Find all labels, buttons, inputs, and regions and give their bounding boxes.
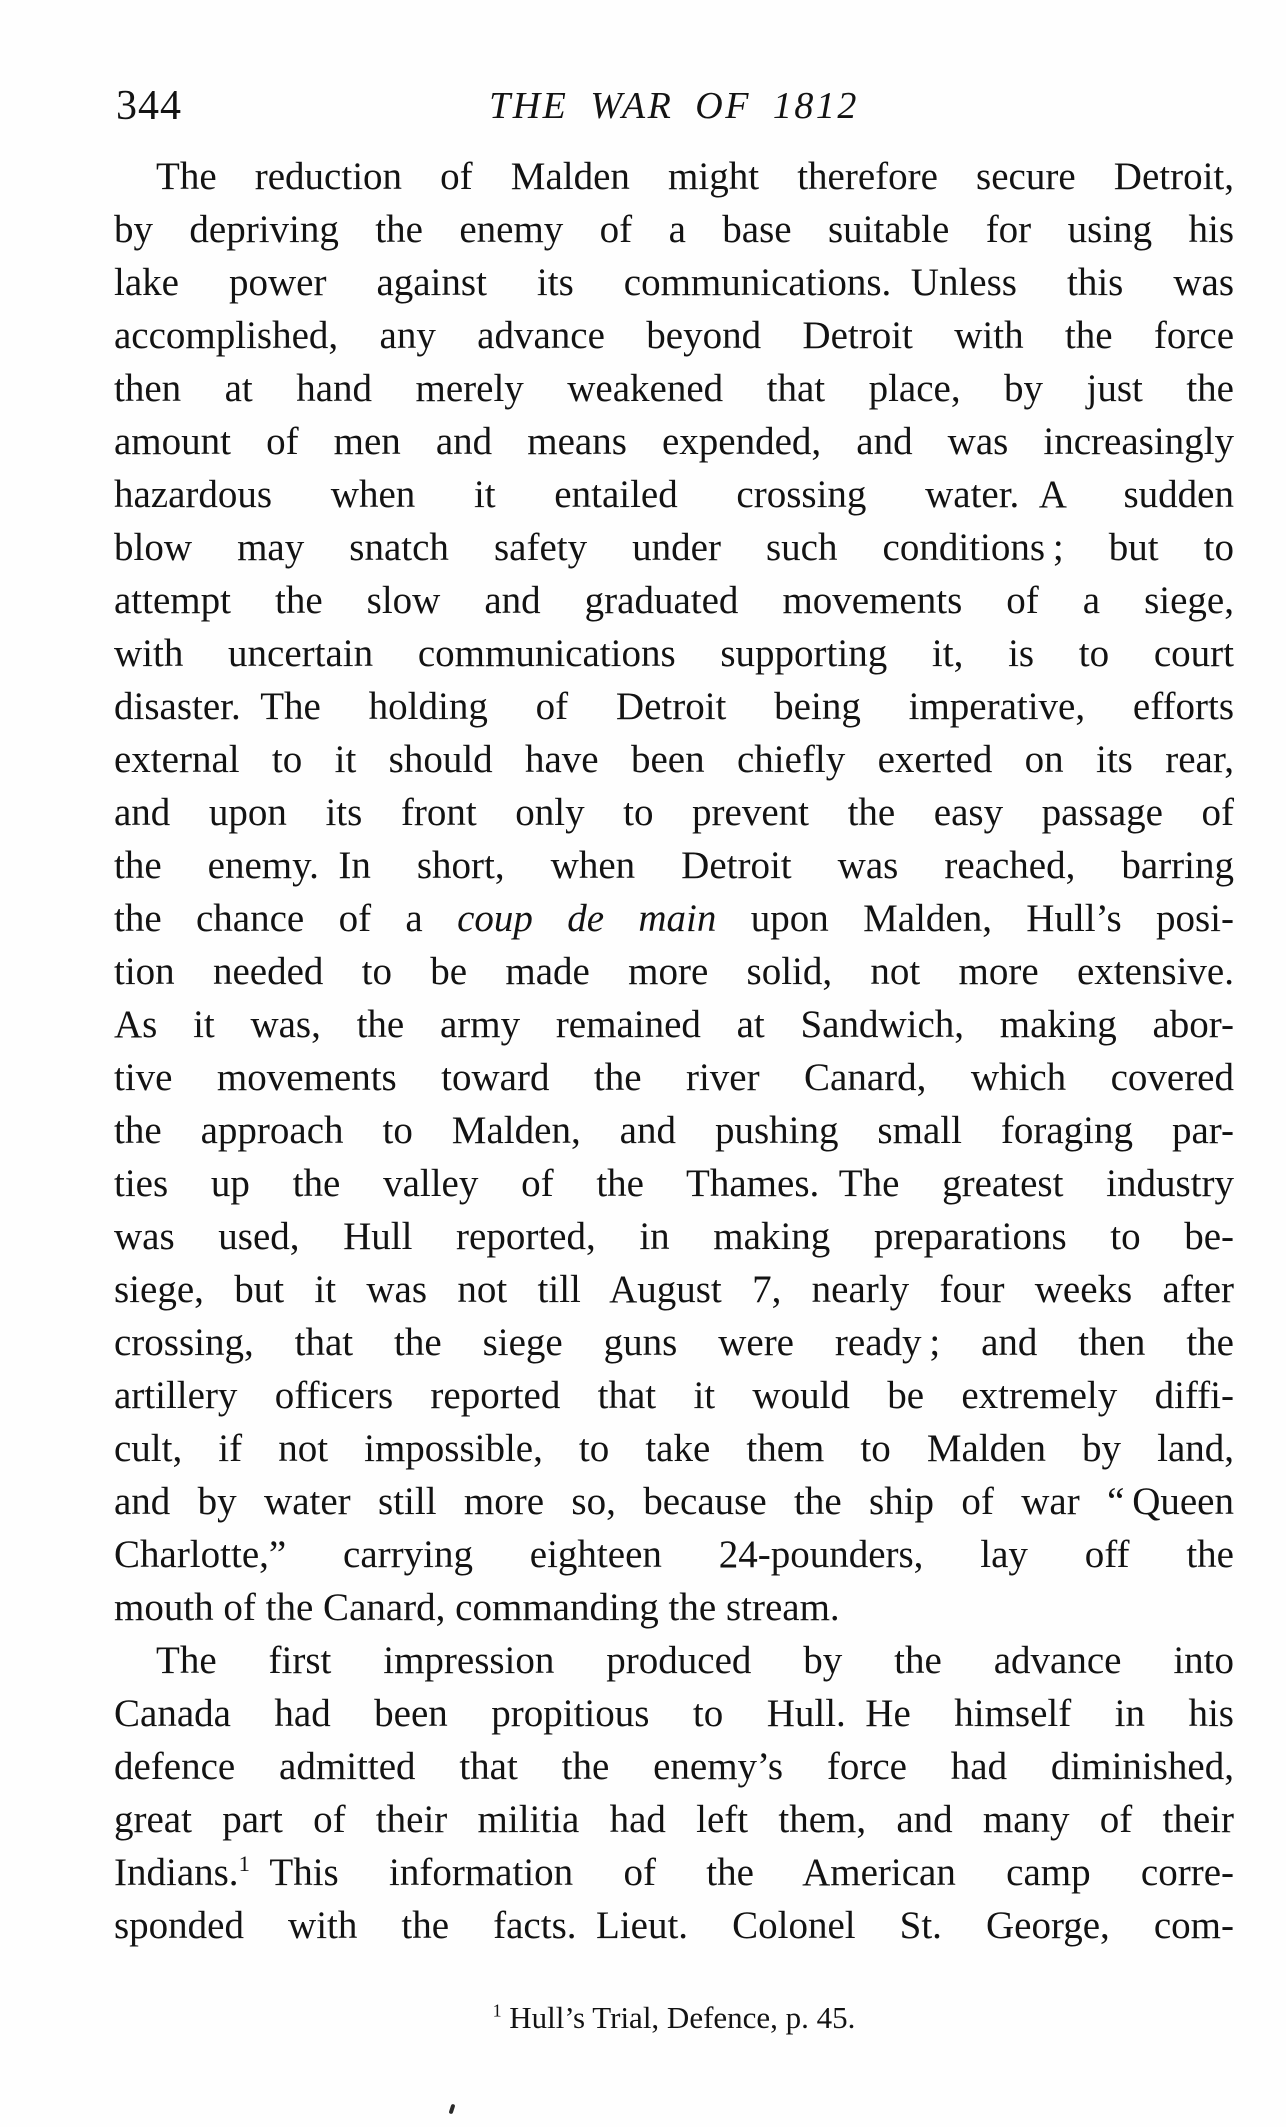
footnote xyxy=(114,1998,1234,2038)
text-line: great part of their militia had left them, and many of their xyxy=(114,1798,1234,1841)
text-line: Indians.$^1$ This information of the American camp corre- xyxy=(114,1851,1234,1894)
text-line: blow may snatch safety under such conditions ; but to xyxy=(114,526,1234,569)
text-line: tive movements toward the river Canard, which covered xyxy=(114,1056,1234,1099)
text-line: lake power against its communications. Unless this was xyxy=(114,261,1234,304)
body-text xyxy=(114,150,1234,1952)
text-line: attempt the slow and graduated movements of a siege, xyxy=(114,579,1234,622)
text-line: then at hand merely weakened that place, by just the xyxy=(114,367,1234,410)
running-head xyxy=(114,84,1234,130)
text-line: defence admitted that the enemy’s force had diminished, xyxy=(114,1745,1234,1788)
text-line: and upon its front only to prevent the easy passage of xyxy=(114,791,1234,834)
footnote-text: Hull’s Trial, Defence, p. 45. xyxy=(501,2000,856,2035)
text-line: external to it should have been chiefly exerted on its rear, xyxy=(114,738,1234,781)
text-line: amount of men and means expended, and was increasingly xyxy=(114,420,1234,463)
text-line: and by water still more so, because the ship of war “ Queen xyxy=(114,1480,1234,1523)
text-line: the approach to Malden, and pushing small foraging par- xyxy=(114,1109,1234,1152)
text-line: disaster. The holding of Detroit being imperative, efforts xyxy=(114,685,1234,728)
text-line: the chance of a coup de main upon Malden, Hull’s posi- xyxy=(114,897,1234,940)
text-line: The first impression produced by the advance into xyxy=(156,1639,1234,1682)
text-line: Charlotte,” carrying eighteen 24-pounders, lay off the xyxy=(114,1533,1234,1576)
text-line: the enemy. In short, when Detroit was reached, barring xyxy=(114,844,1234,887)
text-line: siege, but it was not till August 7, nearly four weeks after xyxy=(114,1268,1234,1311)
text-line: crossing, that the siege guns were ready ; and then the xyxy=(114,1321,1234,1364)
text-line: tion needed to be made more solid, not more extensive. xyxy=(114,950,1234,993)
footnote-marker: 1 xyxy=(492,2000,502,2021)
text-line: mouth of the Canard, commanding the stream. xyxy=(114,1586,840,1629)
text-line: ties up the valley of the Thames. The greatest industry xyxy=(114,1162,1234,1205)
ink-speck xyxy=(449,2104,456,2115)
text-line: hazardous when it entailed crossing water. A sudden xyxy=(114,473,1234,516)
text-line: by depriving the enemy of a base suitable for using his xyxy=(114,208,1234,251)
text-line: sponded with the facts. Lieut. Colonel St. George, com- xyxy=(114,1904,1234,1947)
text-line: with uncertain communications supporting it, is to court xyxy=(114,632,1234,675)
text-line: cult, if not impossible, to take them to Malden by land, xyxy=(114,1427,1234,1470)
text-line: As it was, the army remained at Sandwich, making abor- xyxy=(114,1003,1234,1046)
text-line: accomplished, any advance beyond Detroit with the force xyxy=(114,314,1234,357)
text-line: Canada had been propitious to Hull. He himself in his xyxy=(114,1692,1234,1735)
page-number: 344 xyxy=(116,83,182,129)
text-line: artillery officers reported that it would be extremely diffi- xyxy=(114,1374,1234,1417)
text-line: The reduction of Malden might therefore secure Detroit, xyxy=(156,155,1234,198)
text-line: was used, Hull reported, in making preparations to be- xyxy=(114,1215,1234,1258)
running-title: THE WAR OF 1812 xyxy=(489,85,859,127)
